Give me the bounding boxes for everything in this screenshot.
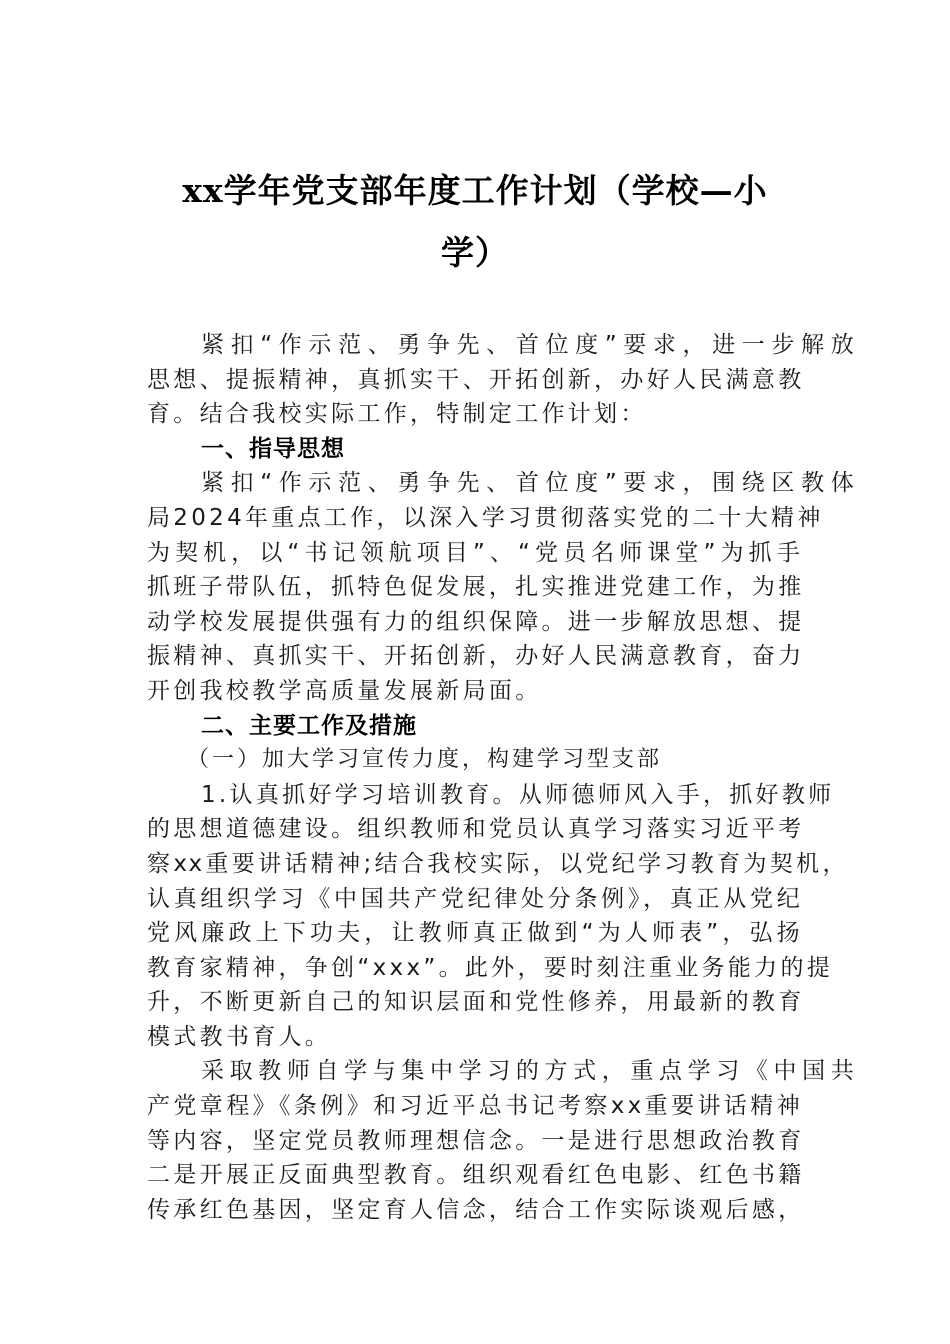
text-line: 开创我校教学高质量发展新局面。 [147, 677, 542, 704]
text-line: 的思想道德建设。组织教师和党员认真学习落实习近平考 [147, 816, 805, 843]
text-line: 思想、提振精神，真抓实干、开拓创新，办好人民满意教 [147, 366, 805, 393]
intro-paragraph [147, 328, 857, 432]
text-line: 振精神、真抓实干、开拓创新，办好人民满意教育，奋力 [147, 643, 805, 670]
text-line: 二是开展正反面典型教育。组织观看红色电影、红色书籍 [147, 1162, 805, 1189]
text-line: 认真组织学习《中国共产党纪律处分条例》，真正从党纪 [147, 885, 803, 912]
subsection-heading-study: （一）加大学习宣传力度，构建学习型支部 [187, 747, 663, 773]
guiding-ideology-paragraph [147, 466, 857, 708]
text-line: 1.认真抓好学习培训教育。从师德师风入手，抓好教师 [201, 781, 835, 808]
text-line: 模式教书育人。 [147, 1023, 332, 1050]
text-line: 升，不断更新自己的知识层面和党性修养，用最新的教育 [147, 989, 805, 1016]
title-line-2: 学） [441, 233, 509, 272]
text-line: 传承红色基因，坚定育人信念，结合工作实际谈观后感， [147, 1196, 805, 1223]
text-line: 为契机，以“书记领航项目”、“党员名师课堂”为抓手 [147, 539, 803, 566]
document-body [147, 328, 857, 1227]
text-line: 抓班子带队伍，抓特色促发展，扎实推进党建工作，为推 [147, 574, 805, 601]
text-line: 产党章程》《条例》和习近平总书记考察xx重要讲话精神 [147, 1093, 803, 1120]
text-line: 察xx重要讲话精神;结合我校实际，以党纪学习教育为契机， [147, 850, 847, 877]
item-1-paragraph-2 [147, 1054, 857, 1227]
item-1-paragraph [147, 778, 847, 1055]
title-line-1: xx学年党支部年度工作计划（学校—小 [182, 171, 768, 210]
text-line: 紧扣“作示范、勇争先、首位度”要求，围绕区教体 [201, 470, 857, 497]
text-line: 动学校发展提供强有力的组织保障。进一步解放思想、提 [147, 608, 805, 635]
document-title [130, 160, 820, 284]
text-line: 局2024年重点工作，以深入学习贯彻落实党的二十大精神 [147, 504, 824, 531]
text-line: 育。结合我校实际工作，特制定工作计划： [147, 401, 647, 428]
text-line: 采取教师自学与集中学习的方式，重点学习《中国共 [201, 1058, 857, 1085]
text-line: 等内容，坚定党员教师理想信念。一是进行思想政治教育 [147, 1127, 805, 1154]
section-heading-guiding-ideology: 一、指导思想 [201, 435, 345, 462]
text-line: 党风廉政上下功夫，让教师真正做到“为人师表”，弘扬 [147, 920, 803, 947]
text-line: 紧扣“作示范、勇争先、首位度”要求，进一步解放 [201, 332, 857, 358]
section-heading-main-work: 二、主要工作及措施 [201, 712, 417, 739]
text-line: 教育家精神，争创“xxx”。此外，要时刻注重业务能力的提 [147, 954, 834, 981]
